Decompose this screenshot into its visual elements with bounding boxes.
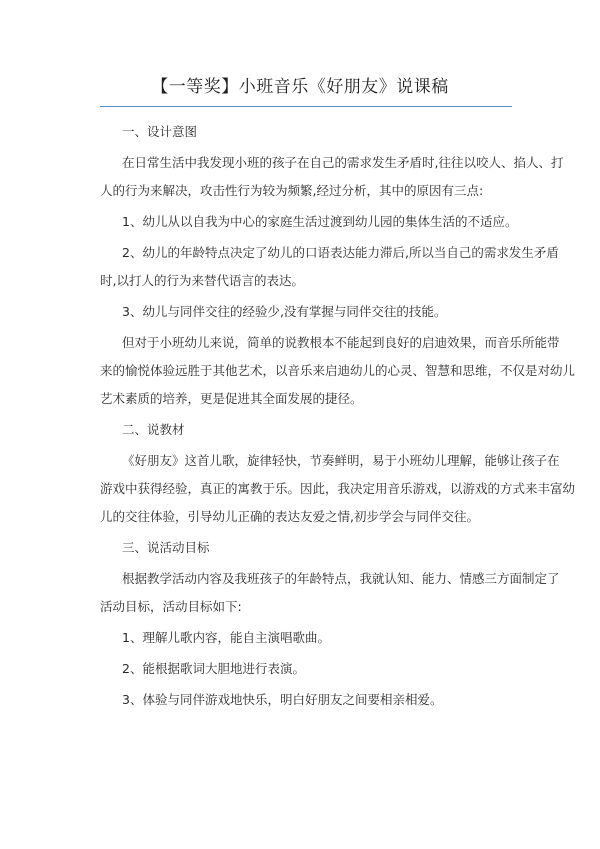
paragraph-line: 儿的交往体验，引导幼儿正确的表达友爱之情,初步学会与同伴交往。 bbox=[100, 509, 479, 524]
list-item-1: 1、幼儿从以自我为中心的家庭生活过渡到幼儿园的集体生活的不适应。 bbox=[122, 214, 518, 229]
paragraph-line: 但对于小班幼儿来说，简单的说教根本不能起到良好的启迪效果，而音乐所能带 bbox=[122, 335, 560, 350]
paragraph-line: 在日常生活中我发现小班的孩子在自己的需求发生矛盾时,往往以咬人、掐人、打 bbox=[122, 155, 564, 170]
list-item-3: 3、幼儿与同伴交往的经验少,没有掌握与同伴交往的技能。 bbox=[122, 304, 447, 319]
paragraph-line: 根据教学活动内容及我班孩子的年龄特点，我就认知、能力、情感三方面制定了 bbox=[122, 571, 560, 586]
paragraph-line: 游戏中获得经验，真正的寓教于乐。因此，我决定用音乐游戏，以游戏的方式来丰富幼 bbox=[100, 481, 576, 496]
paragraph-line: 时,以打人的行为来替代语言的表达。 bbox=[100, 273, 304, 288]
paragraph-line: 《好朋友》这首儿歌，旋律轻快，节奏鲜明，易于小班幼儿理解，能够让孩子在 bbox=[122, 453, 560, 468]
paragraph-line: 人的行为来解决，攻击性行为较为频繁,经过分析，其中的原因有三点: bbox=[100, 183, 484, 198]
goal-item-2: 2、能根据歌词大胆地进行表演。 bbox=[122, 661, 305, 676]
paragraph-line: 艺术素质的培养，更是促进其全面发展的捷径。 bbox=[100, 391, 363, 406]
section-heading-materials: 二、说教材 bbox=[122, 422, 185, 437]
goal-item-1: 1、理解儿歌内容，能自主演唱歌曲。 bbox=[122, 630, 330, 645]
document-body bbox=[100, 118, 576, 714]
section-heading-goals: 三、说活动目标 bbox=[122, 540, 210, 555]
list-item-2: 2、幼儿的年龄特点决定了幼儿的口语表达能力滞后,所以当自己的需求发生矛盾 bbox=[122, 245, 559, 260]
document-title: 【一等奖】小班音乐《好朋友》说课稿 bbox=[151, 77, 449, 97]
title-divider bbox=[100, 106, 512, 107]
goal-item-3: 3、体验与同伴游戏地快乐，明白好朋友之间要相亲相爱。 bbox=[122, 692, 443, 707]
section-heading-design-intent: 一、设计意图 bbox=[122, 124, 198, 139]
paragraph-line: 活动目标，活动目标如下: bbox=[100, 599, 242, 614]
paragraph-line: 来的愉悦体验远胜于其他艺术，以音乐来启迪幼儿的心灵、智慧和思维，不仅是对幼儿 bbox=[100, 363, 576, 378]
